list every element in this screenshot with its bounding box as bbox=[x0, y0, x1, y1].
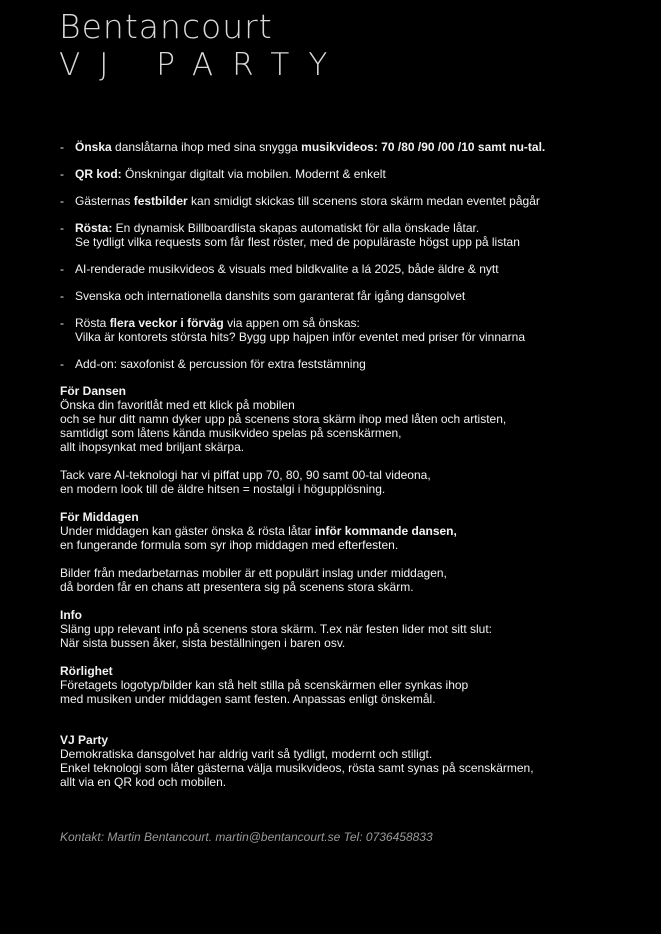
emphasis-run: QR kod: bbox=[75, 167, 122, 181]
text-run: Svenska och internationella danshits som garanterat får igång dansgolvet bbox=[75, 289, 466, 303]
paragraph-line: samtidigt som låtens kända musikvideo spelas på scenskärmen, bbox=[60, 426, 402, 440]
text-run: AI-renderade musikvideos & visuals med bildkvalite a lá 2025, både äldre & nytt bbox=[75, 262, 499, 276]
bullet-line: Se tydligt vilka requests som får flest röster, med de populäraste högst upp på listan bbox=[75, 235, 520, 249]
emphasis-run: Rösta: bbox=[75, 221, 113, 235]
bullet-item bbox=[60, 140, 650, 154]
feature-list bbox=[60, 140, 650, 371]
section-heading: VJ Party bbox=[60, 733, 109, 747]
contact-info: Kontakt: Martin Bentancourt. martin@bentancourt.se Tel: 0736458833 bbox=[60, 830, 433, 844]
dash-icon: - bbox=[60, 221, 64, 235]
bullet-item bbox=[60, 316, 650, 344]
emphasis-run: festbilder bbox=[133, 194, 188, 208]
section-heading: Rörlighet bbox=[60, 664, 113, 678]
text-run: En dynamisk Billboardlista skapas automatiskt för alla önskade låtar. bbox=[112, 221, 480, 235]
emphasis-run: Önska bbox=[75, 140, 112, 154]
text-run: Gästernas bbox=[75, 194, 134, 208]
section-dansen bbox=[60, 384, 650, 496]
emphasis-run: musikvideos: 70 /80 /90 /00 /10 samt nu-tal. bbox=[301, 140, 546, 154]
text-run: Rösta bbox=[75, 316, 110, 330]
paragraph-line: allt via en QR kod och mobilen. bbox=[60, 775, 227, 789]
emphasis-run: flera veckor i förväg bbox=[109, 316, 224, 330]
paragraph-line: en fungerande formula som syr ihop middagen med efterfesten. bbox=[60, 538, 399, 552]
section-vj-party bbox=[60, 733, 650, 789]
dash-icon: - bbox=[60, 289, 64, 303]
bullet-item bbox=[60, 194, 650, 208]
bullet-line bbox=[75, 289, 650, 303]
paragraph-line: Demokratiska dansgolvet har aldrig varit så tydligt, modernt och stiligt. bbox=[60, 747, 433, 761]
text-run: via appen om så önskas: bbox=[223, 316, 360, 330]
logo-title: Bentancourt bbox=[59, 7, 273, 46]
section-middagen bbox=[60, 510, 650, 594]
brand-logo bbox=[59, 8, 346, 84]
bullet-line bbox=[75, 140, 650, 154]
paragraph-line: och se hur ditt namn dyker upp på scenens stora skärm ihop med låten och artisten, bbox=[60, 412, 507, 426]
paragraph-line: Enkel teknologi som låter gästerna välja musikvideos, rösta samt synas på scenskärmen, bbox=[60, 761, 534, 775]
section-heading: Info bbox=[60, 608, 82, 622]
bullet-item bbox=[60, 221, 650, 249]
section-rorlighet bbox=[60, 664, 650, 706]
section-info bbox=[60, 608, 650, 650]
dash-icon: - bbox=[60, 357, 64, 371]
paragraph-line: När sista bussen åker, sista beställningen i baren osv. bbox=[60, 636, 346, 650]
bullet-line: Vilka är kontorets största hits? Bygg upp hajpen inför eventet med priser för vinnarna bbox=[75, 330, 526, 344]
bullet-line bbox=[75, 221, 650, 235]
dash-icon: - bbox=[60, 167, 64, 181]
text-run: kan smidigt skickas till scenens stora skärm medan eventet pågår bbox=[187, 194, 540, 208]
dash-icon: - bbox=[60, 262, 64, 276]
bullet-line bbox=[75, 194, 650, 208]
dash-icon: - bbox=[60, 316, 64, 330]
bullet-line bbox=[75, 316, 650, 330]
paragraph-line: Bilder från medarbetarnas mobiler är ett populärt inslag under middagen, bbox=[60, 566, 447, 580]
bullet-item bbox=[60, 289, 650, 303]
bullet-line bbox=[75, 167, 650, 181]
section-heading: För Dansen bbox=[60, 384, 127, 398]
dash-icon: - bbox=[60, 140, 64, 154]
bullet-item bbox=[60, 357, 650, 371]
paragraph-line: Släng upp relevant info på scenens stora skärm. T.ex när festen lider mot sitt slut: bbox=[60, 622, 492, 636]
dash-icon: - bbox=[60, 194, 64, 208]
text-run: Add-on: saxofonist & percussion för extra feststämning bbox=[75, 357, 366, 371]
section-heading: För Middagen bbox=[60, 510, 139, 524]
bullet-line bbox=[75, 262, 650, 276]
emphasis-run: inför kommande dansen, bbox=[314, 524, 457, 538]
paragraph-line: Företagets logotyp/bilder kan stå helt stilla på scenskärmen eller synkas ihop bbox=[60, 678, 469, 692]
paragraph-line: allt ihopsynkat med briljant skärpa. bbox=[60, 440, 245, 454]
paragraph-line: en modern look till de äldre hitsen = nostalgi i högupplösning. bbox=[60, 482, 386, 496]
paragraph-line: med musiken under middagen samt festen. Anpassas enligt önskemål. bbox=[60, 692, 436, 706]
logo-subtitle: VJ PARTY bbox=[59, 47, 347, 83]
text-run: danslåtarna ihop med sina snygga bbox=[111, 140, 302, 154]
text-run: Under middagen kan gäster önska & rösta låtar bbox=[60, 524, 315, 538]
bullet-line bbox=[75, 357, 650, 371]
bullet-item bbox=[60, 167, 650, 181]
paragraph-line: Önska din favoritlåt med ett klick på mobilen bbox=[60, 398, 295, 412]
paragraph-line bbox=[60, 524, 650, 538]
paragraph-line: då borden får en chans att presentera sig på scenens stora skärm. bbox=[60, 580, 414, 594]
text-run: Önskningar digitalt via mobilen. Modernt & enkelt bbox=[121, 167, 386, 181]
main-content bbox=[60, 140, 650, 844]
paragraph-line: Tack vare AI-teknologi har vi piffat upp 70, 80, 90 samt 00-tal videona, bbox=[60, 468, 431, 482]
bullet-item bbox=[60, 262, 650, 276]
